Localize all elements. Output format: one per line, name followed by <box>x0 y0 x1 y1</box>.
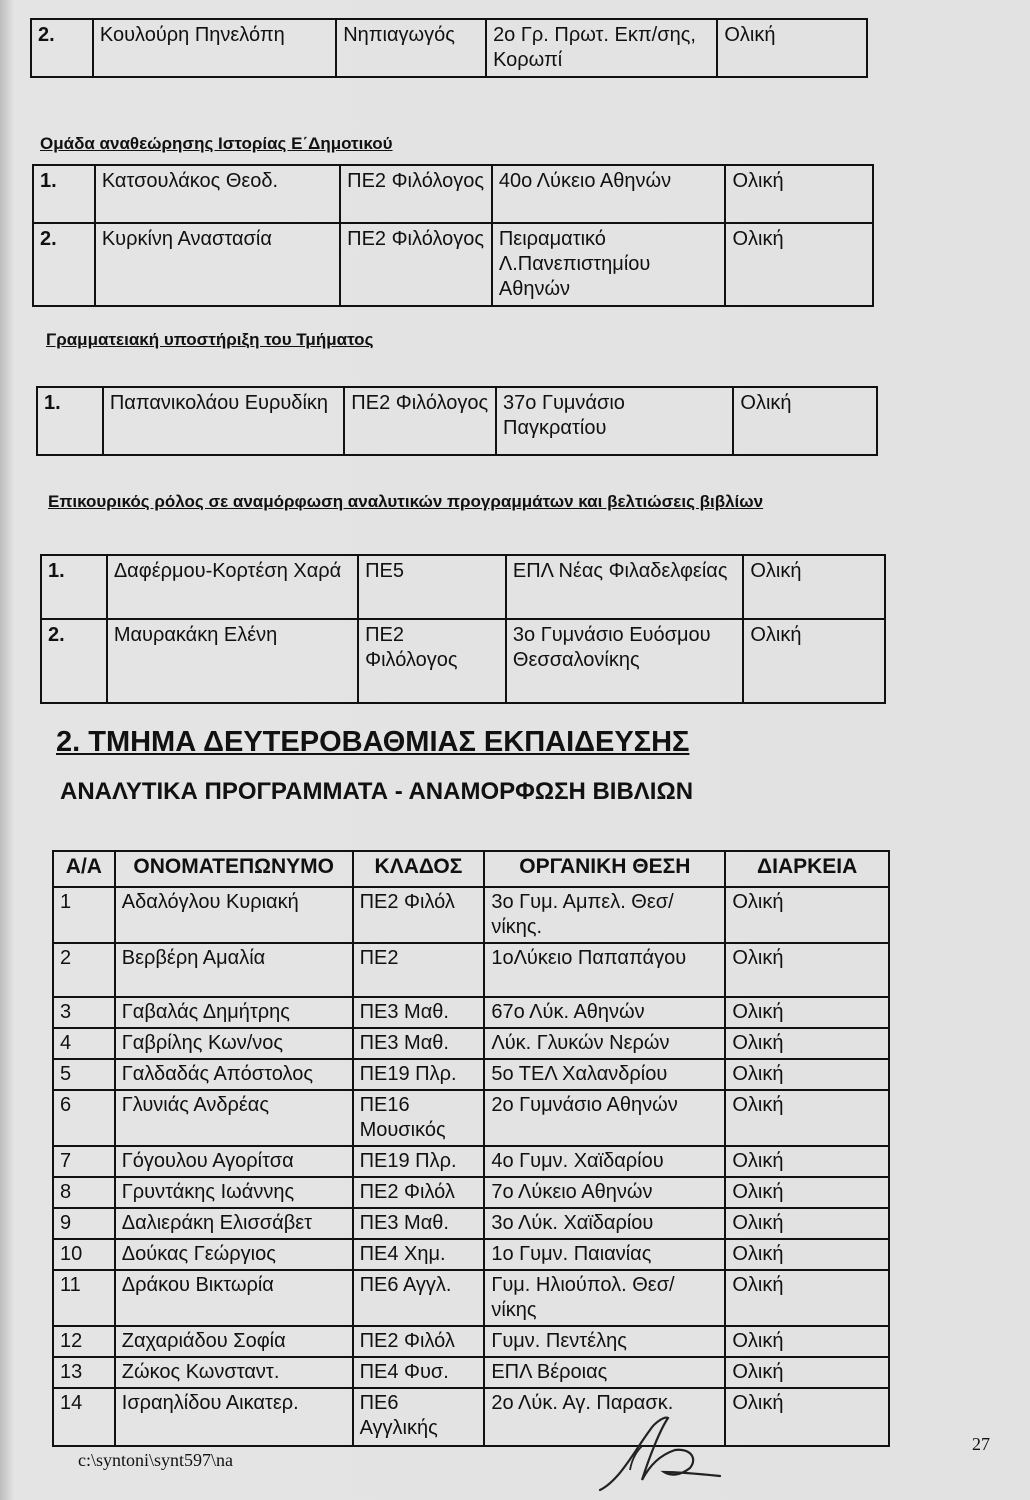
row-name: Ισραηλίδου Αικατερ. <box>115 1388 353 1446</box>
row-specialty: ΠΕ2 Φιλόλ <box>353 1177 485 1208</box>
row-name: Βερβέρη Αμαλία <box>115 943 353 997</box>
row-specialty: ΠΕ4 Χημ. <box>353 1239 485 1270</box>
row-school: 3ο Γυμ. Αμπελ. Θεσ/νίκης. <box>484 887 725 943</box>
row-name: Κυρκίνη Αναστασία <box>95 223 340 306</box>
row-specialty: ΠΕ2 Φιλόλογος <box>344 387 496 455</box>
table-row <box>41 619 885 703</box>
header-name: ΟΝΟΜΑΤΕΠΩΝΥΜΟ <box>115 851 353 887</box>
row-school: Πειραματικό Λ.Πανεπιστημίου Αθηνών <box>492 223 726 306</box>
row-name: Γαβαλάς Δημήτρης <box>115 997 353 1028</box>
row-num: 1. <box>41 555 107 619</box>
row-specialty: ΠΕ3 Μαθ. <box>353 1208 485 1239</box>
signature <box>580 1410 730 1498</box>
row-duration: Ολική <box>725 1208 889 1239</box>
row-duration: Ολική <box>725 1177 889 1208</box>
row-school: 1ο Γυμν. Παιανίας <box>484 1239 725 1270</box>
row-specialty: ΠΕ5 <box>358 555 506 619</box>
row-num: 7 <box>53 1146 115 1177</box>
row-name: Γλυνιάς Ανδρέας <box>115 1090 353 1146</box>
row-specialty: Νηπιαγωγός <box>336 19 486 77</box>
row-num: 1. <box>37 387 103 455</box>
row-duration: Ολική <box>733 387 877 455</box>
section-heading-history: Ομάδα αναθεώρησης Ιστορίας Ε΄Δημοτικού <box>40 134 393 153</box>
row-num: 2. <box>41 619 107 703</box>
row-num: 1 <box>53 887 115 943</box>
row-specialty: ΠΕ19 Πλρ. <box>353 1059 485 1090</box>
row-duration: Ολική <box>725 223 873 306</box>
table-row <box>41 555 885 619</box>
table-row <box>53 997 889 1028</box>
row-specialty: ΠΕ4 Φυσ. <box>353 1357 485 1388</box>
row-duration: Ολική <box>725 165 873 223</box>
section-heading-secretarial: Γραμματειακή υποστήριξη του Τμήματος <box>46 330 374 349</box>
table-row <box>53 1177 889 1208</box>
header-num: Α/Α <box>53 851 115 887</box>
row-specialty: ΠΕ2 Φιλόλ <box>353 887 485 943</box>
row-num: 11 <box>53 1270 115 1326</box>
table-row <box>53 1059 889 1090</box>
section-heading-auxiliary: Επικουρικός ρόλος σε αναμόρφωση αναλυτικών προγραμμάτων και βελτιώσεις βιβλίων <box>48 492 764 511</box>
table-row <box>53 1208 889 1239</box>
row-num: 2. <box>33 223 95 306</box>
table-row <box>53 1028 889 1059</box>
row-school: 1οΛύκειο Παπαπάγου <box>484 943 725 997</box>
table-secretarial-support <box>36 386 878 456</box>
row-school: Γυμ. Ηλιούπολ. Θεσ/νίκης <box>484 1270 725 1326</box>
row-num: 1. <box>33 165 95 223</box>
row-num: 6 <box>53 1090 115 1146</box>
table-row <box>53 1270 889 1326</box>
row-school: 3ο Λύκ. Χαϊδαρίου <box>484 1208 725 1239</box>
row-name: Παπανικολάου Ευρυδίκη <box>103 387 344 455</box>
row-num: 12 <box>53 1326 115 1357</box>
row-name: Δαλιεράκη Ελισσάβετ <box>115 1208 353 1239</box>
table-row <box>53 943 889 997</box>
row-specialty: ΠΕ2 Φιλόλογος <box>340 165 492 223</box>
row-duration: Ολική <box>725 1239 889 1270</box>
row-num: 4 <box>53 1028 115 1059</box>
row-duration: Ολική <box>725 1028 889 1059</box>
row-school: 2ο Γρ. Πρωτ. Εκπ/σης, Κορωπί <box>486 19 717 77</box>
row-name: Δαφέρμου-Κορτέση Χαρά <box>107 555 358 619</box>
row-school: 3ο Γυμνάσιο Ευόσμου Θεσσαλονίκης <box>506 619 743 703</box>
table-row <box>33 223 873 306</box>
footer-file-path: c:\syntoni\synt597\na <box>78 1450 233 1470</box>
table-row <box>53 1326 889 1357</box>
row-duration: Ολική <box>743 619 885 703</box>
row-name: Δούκας Γεώργιος <box>115 1239 353 1270</box>
row-name: Δράκου Βικτωρία <box>115 1270 353 1326</box>
table-row <box>53 1388 889 1446</box>
row-name: Γρυντάκης Ιωάννης <box>115 1177 353 1208</box>
table-row <box>53 1090 889 1146</box>
row-duration: Ολική <box>717 19 867 77</box>
row-name: Γαβρίλης Κων/νος <box>115 1028 353 1059</box>
header-school: ΟΡΓΑΝΙΚΗ ΘΕΣΗ <box>484 851 725 887</box>
row-specialty: ΠΕ6 Αγγλικής <box>353 1388 485 1446</box>
row-duration: Ολική <box>725 1059 889 1090</box>
row-specialty: ΠΕ3 Μαθ. <box>353 1028 485 1059</box>
sub-title: ΑΝΑΛΥΤΙΚΑ ΠΡΟΓΡΑΜΜΑΤΑ - ΑΝΑΜΟΡΦΩΣΗ ΒΙΒΛΙΩΝ <box>60 778 694 805</box>
row-school: 7ο Λύκειο Αθηνών <box>484 1177 725 1208</box>
row-num: 10 <box>53 1239 115 1270</box>
row-num: 13 <box>53 1357 115 1388</box>
row-duration: Ολική <box>725 943 889 997</box>
table-history-review <box>32 164 874 307</box>
table-secondary-education <box>52 850 890 1447</box>
header-specialty: ΚΛΑΔΟΣ <box>353 851 485 887</box>
row-school: 37ο Γυμνάσιο Παγκρατίου <box>496 387 733 455</box>
row-duration: Ολική <box>725 1357 889 1388</box>
row-num: 2. <box>31 19 93 77</box>
main-title: 2. ΤΜΗΜΑ ΔΕΥΤΕΡΟΒΑΘΜΙΑΣ ΕΚΠΑΙΔΕΥΣΗΣ <box>56 726 690 758</box>
row-specialty: ΠΕ19 Πλρ. <box>353 1146 485 1177</box>
row-school: 2ο Λύκ. Αγ. Παρασκ. <box>484 1388 725 1446</box>
table-row <box>53 1357 889 1388</box>
table-top <box>30 18 868 78</box>
row-num: 3 <box>53 997 115 1028</box>
row-num: 14 <box>53 1388 115 1446</box>
row-specialty: ΠΕ2 Φιλόλογος <box>340 223 492 306</box>
row-specialty: ΠΕ2 <box>353 943 485 997</box>
row-num: 9 <box>53 1208 115 1239</box>
row-duration: Ολική <box>725 1146 889 1177</box>
row-specialty: ΠΕ2 Φιλόλογος <box>358 619 506 703</box>
row-school: 67ο Λύκ. Αθηνών <box>484 997 725 1028</box>
row-num: 2 <box>53 943 115 997</box>
row-duration: Ολική <box>725 997 889 1028</box>
table-row <box>33 165 873 223</box>
header-duration: ΔΙΑΡΚΕΙΑ <box>725 851 889 887</box>
row-name: Αδαλόγλου Κυριακή <box>115 887 353 943</box>
row-specialty: ΠΕ6 Αγγλ. <box>353 1270 485 1326</box>
row-num: 8 <box>53 1177 115 1208</box>
row-duration: Ολική <box>743 555 885 619</box>
row-name: Γαλδαδάς Απόστολος <box>115 1059 353 1090</box>
row-duration: Ολική <box>725 887 889 943</box>
table-row <box>37 387 877 455</box>
table-header-row <box>53 851 889 887</box>
row-school: Γυμν. Πεντέλης <box>484 1326 725 1357</box>
row-name: Ζαχαριάδου Σοφία <box>115 1326 353 1357</box>
row-school: Λύκ. Γλυκών Νερών <box>484 1028 725 1059</box>
row-school: 2ο Γυμνάσιο Αθηνών <box>484 1090 725 1146</box>
row-name: Μαυρακάκη Ελένη <box>107 619 358 703</box>
row-specialty: ΠΕ2 Φιλόλ <box>353 1326 485 1357</box>
row-duration: Ολική <box>725 1388 889 1446</box>
row-name: Ζώκος Κωνσταντ. <box>115 1357 353 1388</box>
row-school: 4ο Γυμν. Χαϊδαρίου <box>484 1146 725 1177</box>
table-row <box>53 887 889 943</box>
table-row <box>53 1239 889 1270</box>
table-auxiliary-role <box>40 554 886 704</box>
row-name: Κατσουλάκος Θεοδ. <box>95 165 340 223</box>
row-specialty: ΠΕ3 Μαθ. <box>353 997 485 1028</box>
page-number: 27 <box>972 1434 990 1454</box>
row-name: Κουλούρη Πηνελόπη <box>93 19 336 77</box>
row-name: Γόγουλου Αγορίτσα <box>115 1146 353 1177</box>
row-specialty: ΠΕ16 Μουσικός <box>353 1090 485 1146</box>
table-row <box>31 19 867 77</box>
table-row <box>53 1146 889 1177</box>
row-school: ΕΠΛ Βέροιας <box>484 1357 725 1388</box>
row-duration: Ολική <box>725 1326 889 1357</box>
row-num: 5 <box>53 1059 115 1090</box>
row-school: 5ο ΤΕΛ Χαλανδρίου <box>484 1059 725 1090</box>
row-school: 40ο Λύκειο Αθηνών <box>492 165 726 223</box>
row-school: ΕΠΛ Νέας Φιλαδελφείας <box>506 555 743 619</box>
row-duration: Ολική <box>725 1270 889 1326</box>
row-duration: Ολική <box>725 1090 889 1146</box>
